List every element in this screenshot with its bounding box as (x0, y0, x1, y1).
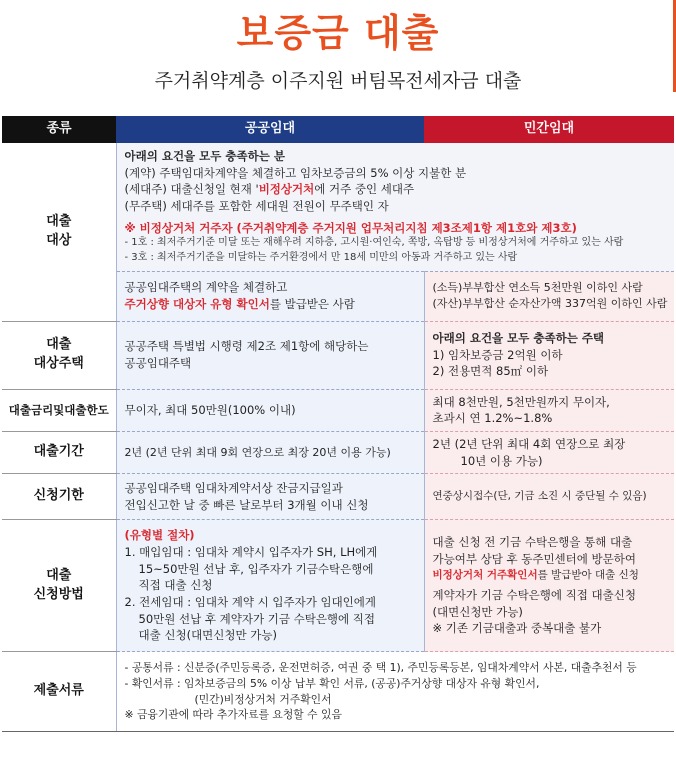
method-private-cell: 대출 신청 전 기금 수탁은행을 통해 대출 가능여부 상담 후 동주민센터에 방문하여 비정상거처 거주확인서를 발급받아 대출 신청 계약자가 기금 수탁은행에 직접 대출신청 (대면신청만 가능) ※ 기존 기금대출과 중복대출 불가 (424, 520, 674, 652)
table-row (2, 520, 674, 652)
table-row (2, 389, 674, 431)
row-label-documents: 제출서류 (2, 652, 116, 732)
rate-private-cell: 최대 8천만원, 5천만원까지 무이자, 초과시 연 1.2%~1.8% (424, 389, 674, 431)
period-public-cell: 2년 (2년 단위 최대 9회 연장으로 최장 20년 이용 가능) (116, 431, 424, 473)
documents-cell: - 공통서류 : 신분증(주민등록증, 운전면허증, 여권 중 택 1), 주민등록등본, 임대차계약서 사본, 대출추천서 등 - 확인서류 : 임차보증금의 5% 이상 납부 확인 서류, (공공)주거상향 대상자 유형 확인서, (민간)비정상거처 거주확인서 ※ 금융기관에 따라 추가자료를 요청할 수 있음 (116, 652, 674, 732)
table-row (2, 431, 674, 473)
table-row (2, 143, 674, 271)
deadline-public-cell: 공공임대주택 임대차계약서상 잔금지급일과 전입신고한 날 중 빠른 날로부터 3개월 이내 신청 (116, 474, 424, 520)
row-label-deadline: 신청기한 (2, 474, 116, 520)
row-label-period: 대출기간 (2, 431, 116, 473)
page-subtitle: 주거취약계층 이주지원 버팀목전세자금 대출 (154, 70, 522, 92)
table-row (2, 474, 674, 520)
housing-private-cell: 아래의 요건을 모두 충족하는 주택 1) 임차보증금 2억원 이하 2) 전용면적 85㎡ 이하 (424, 321, 674, 389)
table-header-row (2, 116, 674, 143)
period-private-cell: 2년 (2년 단위 최대 4회 연장으로 최장 10년 이용 가능) (424, 431, 674, 473)
deadline-private-cell: 연중상시접수(단, 기금 소진 시 중단될 수 있음) (424, 474, 674, 520)
rate-public-cell: 무이자, 최대 50만원(100% 이내) (116, 389, 424, 431)
row-label-housing: 대출 대상주택 (2, 321, 116, 389)
table-row (2, 321, 674, 389)
row-label-method: 대출 신청방법 (2, 520, 116, 652)
table-row (2, 652, 674, 732)
row-label-target: 대출 대상 (2, 143, 116, 321)
header-type: 종류 (2, 116, 116, 143)
header-public: 공공임대 (116, 116, 424, 143)
method-public-cell: (유형별 절차) 1. 매입임대 : 임대차 계약시 입주자가 SH, LH에게 15~50만원 선납 후, 입주자가 기금수탁은행에 직접 대출 신청 2. 전세임대 : 임대차 계약 시 입주자가 임대인에게 50만원 선납 후 계약자가 기금 수탁은행에 직접 대출 신청(대면신청만 가능) (116, 520, 424, 652)
row-label-rate: 대출금리및대출한도 (2, 389, 116, 431)
target-private-cell: (소득)부부합산 연소득 5천만원 이하인 사람 (자산)부부합산 순자산가액 337억원 이하인 사람 (424, 271, 674, 321)
header-private: 민간임대 (424, 116, 674, 143)
page-title: 보증금 대출 (236, 11, 440, 55)
target-common-cell: 아래의 요건을 모두 충족하는 분 (계약) 주택임대차계약을 체결하고 임차보증금의 5% 이상 지불한 분 (세대주) 대출신청일 현재 '비정상거처에 거주 중인 세대주 (무주택) 세대주를 포함한 세대원 전원이 무주택인 자 ※ 비정상거처 거주자 (주거취약계층 주거지원 업무처리지침 제3조제1항 제1호와 제3호) - 1호 : 최저주거기준 미달 또는 재해우려 지하층, 고시원·여인숙, 쪽방, 옥탑방 등 비정상거처에 거주하고 있는 사람 - 3호 : 최저주거기준을 미달하는 주거환경에서 만 18세 미만의 아동과 거주하고 있는 사람 (116, 143, 674, 271)
loan-info-table (2, 116, 674, 732)
target-public-cell: 공공임대주택의 계약을 체결하고 주거상향 대상자 유형 확인서를 발급받은 사람 (116, 271, 424, 321)
housing-public-cell: 공공주택 특별법 시행령 제2조 제1항에 해당하는 공공임대주택 (116, 321, 424, 389)
